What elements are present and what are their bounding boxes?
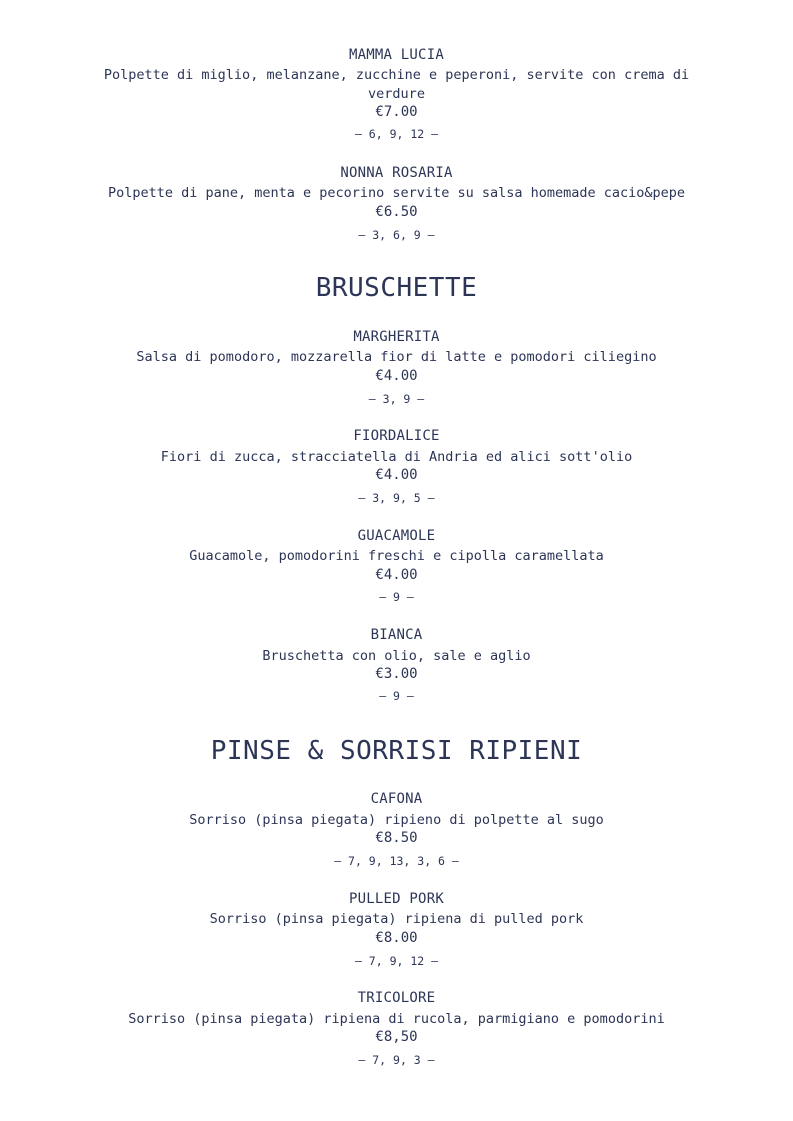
menu-item-description: Sorriso (pinsa piegata) ripiena di pulled pork: [209, 911, 584, 927]
menu-item-name: CAFONA: [370, 791, 423, 807]
menu-item-allergens: — 3, 6, 9 —: [358, 228, 435, 242]
menu-item-name: NONNA ROSARIA: [340, 165, 453, 181]
menu-item-allergens: — 3, 9 —: [368, 392, 425, 406]
menu-item-allergens: — 7, 9, 3 —: [358, 1053, 435, 1067]
menu-item-allergens: — 7, 9, 13, 3, 6 —: [334, 854, 459, 868]
menu-item-description: Sorriso (pinsa piegata) ripiena di rucola, parmigiano e pomodorini: [128, 1011, 665, 1027]
menu-item-name: TRICOLORE: [357, 990, 436, 1006]
menu-item-description: Polpette di miglio, melanzane, zucchine e peperoni, servite con crema di: [103, 67, 690, 83]
menu-item-price: €7.00: [375, 104, 418, 120]
menu-item-price: €4.00: [375, 467, 418, 483]
menu-item-price: €4.00: [375, 368, 418, 384]
menu-item-price: €4.00: [375, 567, 418, 583]
menu-item-name: FIORDALICE: [353, 428, 440, 444]
menu-item-allergens: — 3, 9, 5 —: [358, 491, 435, 505]
menu-item-description: Sorriso (pinsa piegata) ripieno di polpette al sugo: [189, 812, 604, 828]
section-title: PINSE & SORRISI RIPIENI: [210, 736, 583, 766]
menu-item-allergens: — 9 —: [379, 590, 414, 604]
menu-item-description: Bruschetta con olio, sale e aglio: [262, 648, 531, 664]
menu-item-name: GUACAMOLE: [357, 528, 436, 544]
menu-item-description: verdure: [368, 86, 425, 102]
menu-item-price: €8.50: [375, 830, 418, 846]
menu-item-description: Fiori di zucca, stracciatella di Andria ed alici sott'olio: [160, 449, 633, 465]
menu-item-description: Salsa di pomodoro, mozzarella fior di latte e pomodori ciliegino: [136, 349, 657, 365]
section-title: BRUSCHETTE: [315, 273, 478, 303]
menu-item-price: €6.50: [375, 204, 418, 220]
menu-item-name: MARGHERITA: [353, 329, 440, 345]
menu-item-description: Polpette di pane, menta e pecorino servite su salsa homemade cacio&pepe: [107, 185, 686, 201]
menu-item-allergens: — 6, 9, 12 —: [354, 127, 439, 141]
menu-item-price: €8.00: [375, 930, 418, 946]
menu-item-name: PULLED PORK: [349, 891, 444, 907]
menu-item-price: €3.00: [375, 666, 418, 682]
menu-item-allergens: — 7, 9, 12 —: [354, 954, 439, 968]
menu-item-name: MAMMA LUCIA: [349, 47, 444, 63]
menu-item-price: €8,50: [375, 1029, 418, 1045]
menu-item-allergens: — 9 —: [379, 689, 414, 703]
menu-item-description: Guacamole, pomodorini freschi e cipolla caramellata: [189, 548, 604, 564]
menu-item-name: BIANCA: [370, 627, 423, 643]
